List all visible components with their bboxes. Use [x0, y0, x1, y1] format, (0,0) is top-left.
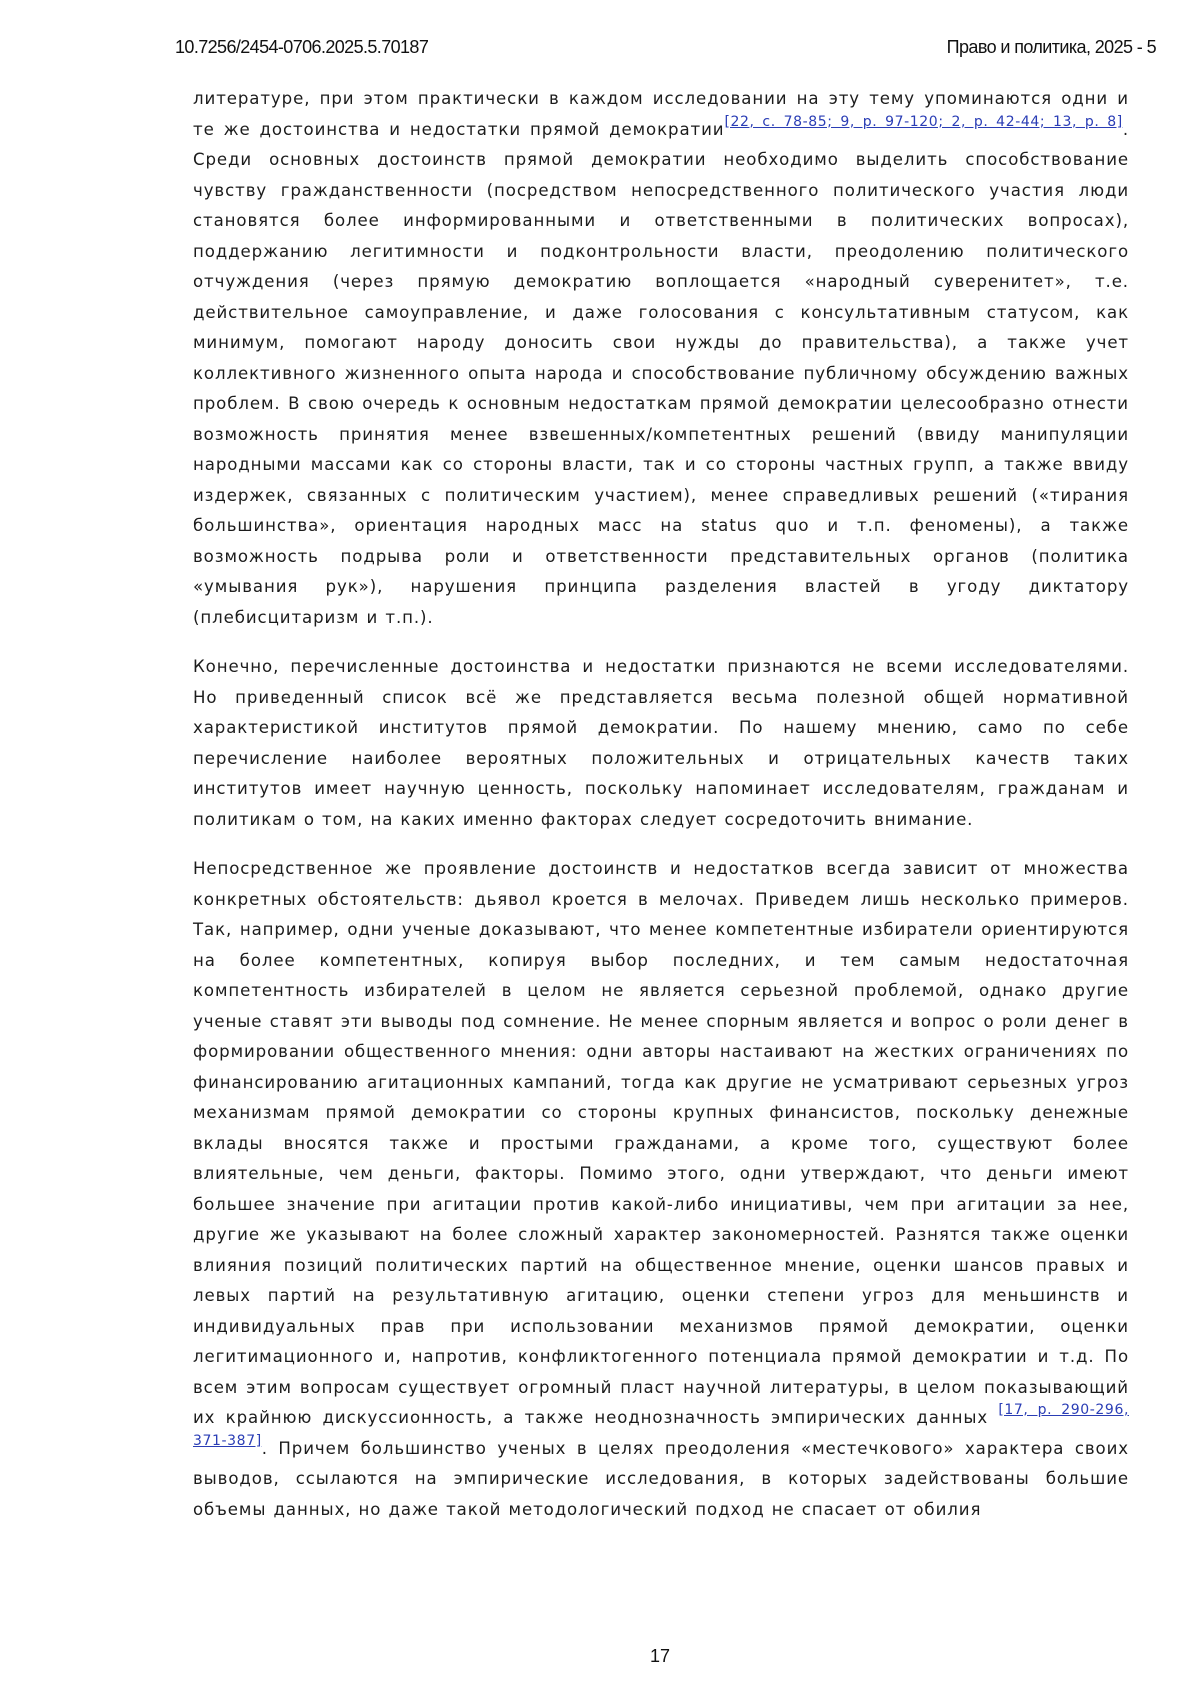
citation-link[interactable]: [22, с. 78-85; 9, p. 97-120; 2, p. 42-44; 13, p. 8]: [724, 114, 1122, 130]
paragraph-2: [193, 652, 1129, 835]
paragraph-text: . Среди основных достоинств прямой демократии необходимо выделить способствование чувству гражданственности (посредством непосредственного политического участия люди становятся более информированными и ответственными в политических вопросах), поддержанию легитимности и подконтрольности власти, преодолению политического отчуждения (через прямую демократию воплощается «народный суверенитет», т.е. действительное самоуправление, и даже голосования с консультативным статусом, как минимум, помогают народу доносить свои нужды до правительства), а также учет коллективного жизненного опыта народа и способствование публичному обсуждению важных проблем. В свою очередь к основным недостаткам прямой демократии целесообразно отнести возможность принятия менее взвешенных/компетентных решений (ввиду манипуляции народными массами как со стороны власти, так и со стороны частных групп, а также ввиду издержек, связанных с политическим участием), менее справедливых решений («тирания большинства», ориентация народных масс на status quo и т.п. феномены), а также возможность подрыва роли и ответственности представительных органов (политика «умывания рук»), нарушения принципа разделения властей в угоду диктатору (плебисцитаризм и т.п.).: [193, 120, 1129, 627]
paragraph-text: литературе, при этом практически в каждом исследовании на эту тему упоминаются одни и те же достоинства и недостатки прямой демократии: [193, 89, 1129, 139]
paragraph-text: Конечно, перечисленные достоинства и недостатки признаются не всеми исследователями. Но приведенный список всё же представляется весьма полезной общей нормативной характеристикой институтов прямой демократии. По нашему мнению, само по себе перечисление наиболее вероятных положительных и отрицательных качеств таких институтов имеет научную ценность, поскольку напоминает исследователям, гражданам и политикам о том, на каких именно факторах следует сосредоточить внимание.: [193, 657, 1129, 829]
citation-link[interactable]: [17, p. 290-296, 371-387]: [193, 1402, 1129, 1449]
paragraph-1: [193, 84, 1129, 633]
page-number: 17: [0, 1646, 1200, 1667]
paragraph-text: Непосредственное же проявление достоинств и недостатков всегда зависит от множества конкретных обстоятельств: дьявол кроется в мелочах. Приведем лишь несколько примеров. Так, например, одни ученые доказывают, что менее компетентные избиратели ориентируются на более компетентных, копируя выбор последних, и тем самым недостаточная компетентность избирателей в целом не является серьезной проблемой, однако другие ученые ставят эти выводы под сомнение. Не менее спорным является и вопрос о роли денег в формировании общественного мнения: одни авторы настаивают на жестких ограничениях по финансированию агитационных кампаний, тогда как другие не усматривают серьезных угроз механизмам прямой демократии со стороны крупных финансистов, поскольку денежные вклады вносятся также и простыми гражданами, а кроме того, существуют более влиятельные, чем деньги, факторы. Помимо этого, одни утверждают, что деньги имеют большее значение при агитации против какой-либо инициативы, чем при агитации за нее, другие же указывают на более сложный характер закономерностей. Разнятся также оценки влияния позиций политических партий на общественное мнение, оценки шансов правых и левых партий на результативную агитацию, оценки степени угроз для меньшинств и индивидуальных прав при использовании механизмов прямой демократии, оценки легитимационного и, напротив, конфликтогенного потенциала прямой демократии и т.д. По всем этим вопросам существует огромный пласт научной литературы, в целом показывающий их крайнюю дискуссионность, а также неоднозначность эмпирических данных: [193, 859, 1129, 1427]
journal-issue-label: Право и политика, 2025 - 5: [947, 37, 1156, 58]
article-body: [193, 84, 1129, 1544]
page-header: [175, 37, 1156, 61]
doi-label: 10.7256/2454-0706.2025.5.70187: [175, 37, 428, 58]
paragraph-text: . Причем большинство ученых в целях преодоления «местечкового» характера своих выводов, ссылаются на эмпирические исследования, в которых задействованы большие объемы данных, но даже такой методологический подход не спасает от обилия: [193, 1439, 1129, 1519]
paragraph-3: [193, 854, 1129, 1525]
